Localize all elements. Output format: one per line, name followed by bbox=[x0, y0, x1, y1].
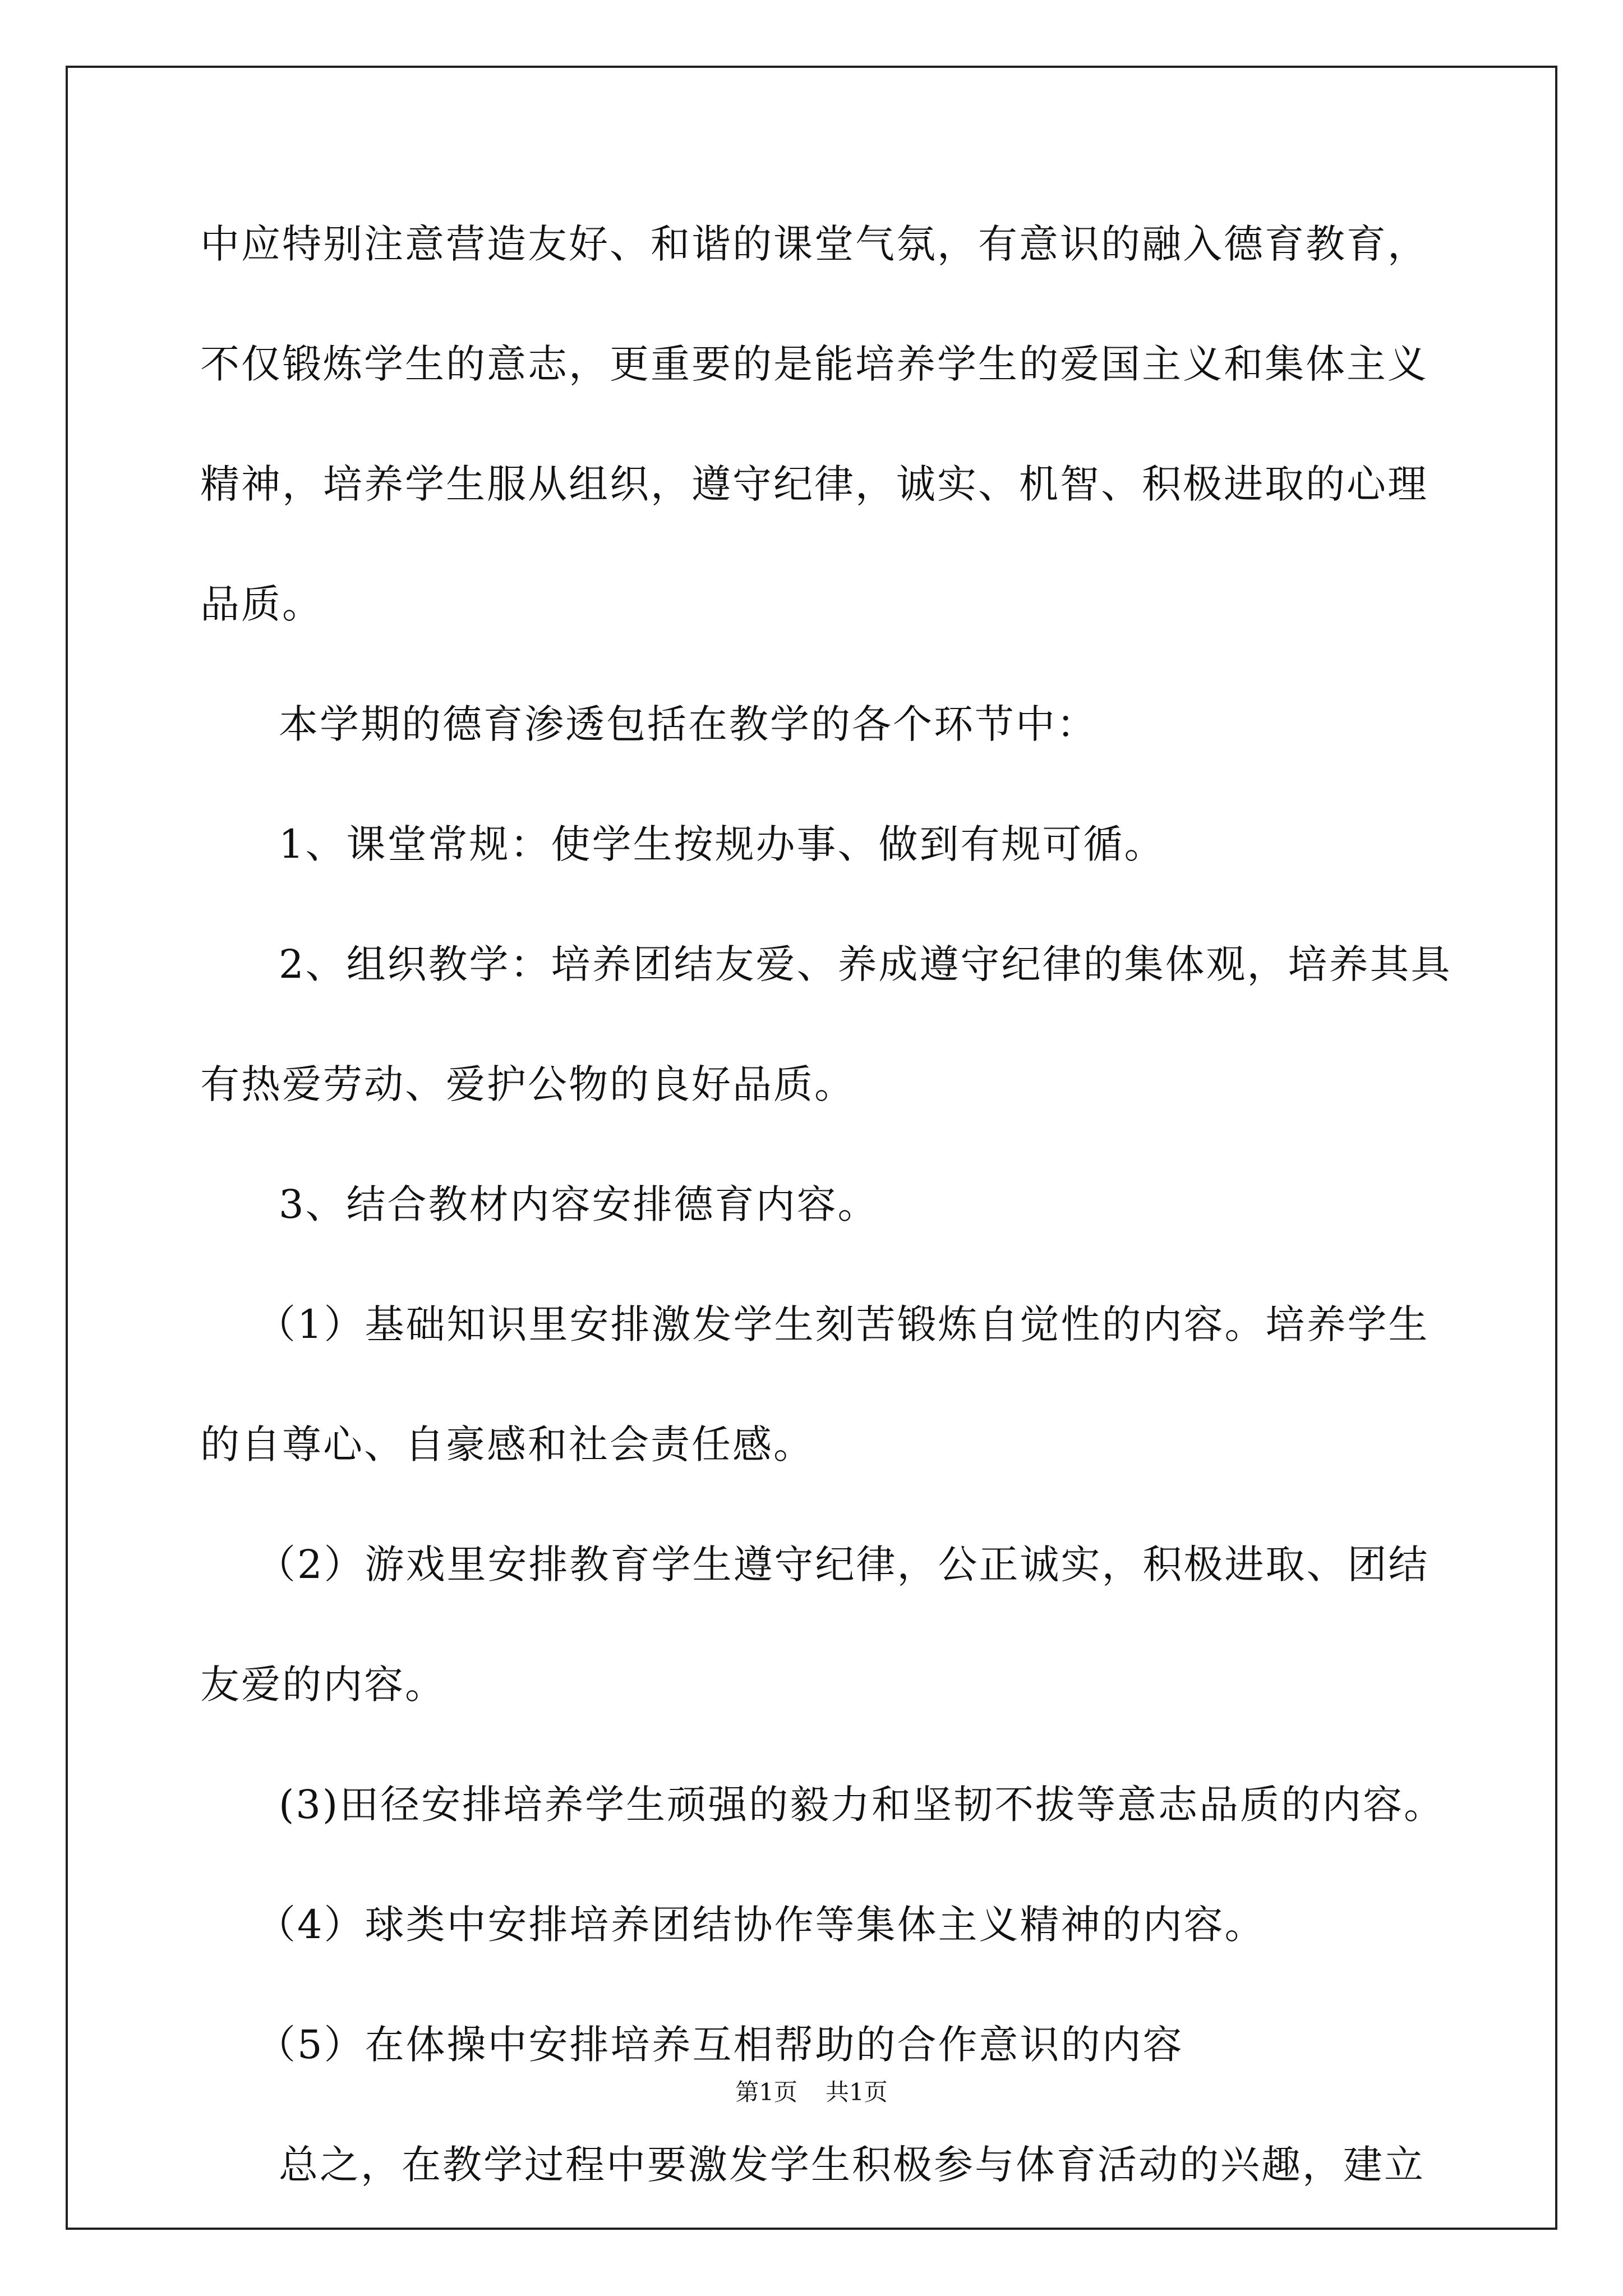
page-footer bbox=[0, 2076, 1623, 2109]
text-line: 3、结合教材内容安排德育内容。 bbox=[279, 1181, 879, 1227]
text-line: （5）在体操中安排培养互相帮助的合作意识的内容 bbox=[256, 2022, 1184, 2068]
text-line: 总之，在教学过程中要激发学生积极参与体育活动的兴趣，建立 bbox=[279, 2142, 1425, 2188]
text-line: 精神，培养学生服从组织，遵守纪律，诚实、机智、积极进取的心理 bbox=[200, 461, 1428, 507]
page-number: 第1页 bbox=[735, 2078, 797, 2106]
text-line: 友爱的内容。 bbox=[200, 1662, 446, 1708]
text-line: 本学期的德育渗透包括在教学的各个环节中： bbox=[279, 701, 1098, 747]
text-line: 的自尊心、自豪感和社会责任感。 bbox=[200, 1421, 814, 1467]
text-line: 不仅锻炼学生的意志，更重要的是能培养学生的爱国主义和集体主义 bbox=[200, 341, 1428, 387]
text-line: 品质。 bbox=[200, 581, 323, 627]
text-line: 有热爱劳动、爱护公物的良好品质。 bbox=[200, 1061, 855, 1107]
text-line: 1、课堂常规：使学生按规办事、做到有规可循。 bbox=[279, 821, 1165, 867]
text-line: (3)田径安排培养学生顽强的毅力和坚韧不拔等意志品质的内容。 bbox=[279, 1782, 1445, 1828]
text-line: （4）球类中安排培养团结协作等集体主义精神的内容。 bbox=[256, 1902, 1266, 1948]
page-total: 共1页 bbox=[826, 2078, 888, 2106]
text-line: 中应特别注意营造友好、和谐的课堂气氛，有意识的融入德育教育， bbox=[200, 221, 1428, 267]
text-line: 2、组织教学：培养团结友爱、养成遵守纪律的集体观，培养其具 bbox=[279, 941, 1452, 987]
text-line: （2）游戏里安排教育学生遵守纪律，公正诚实，积极进取、团结 bbox=[256, 1542, 1430, 1588]
text-line: （1）基础知识里安排激发学生刻苦锻炼自觉性的内容。培养学生 bbox=[256, 1301, 1430, 1347]
